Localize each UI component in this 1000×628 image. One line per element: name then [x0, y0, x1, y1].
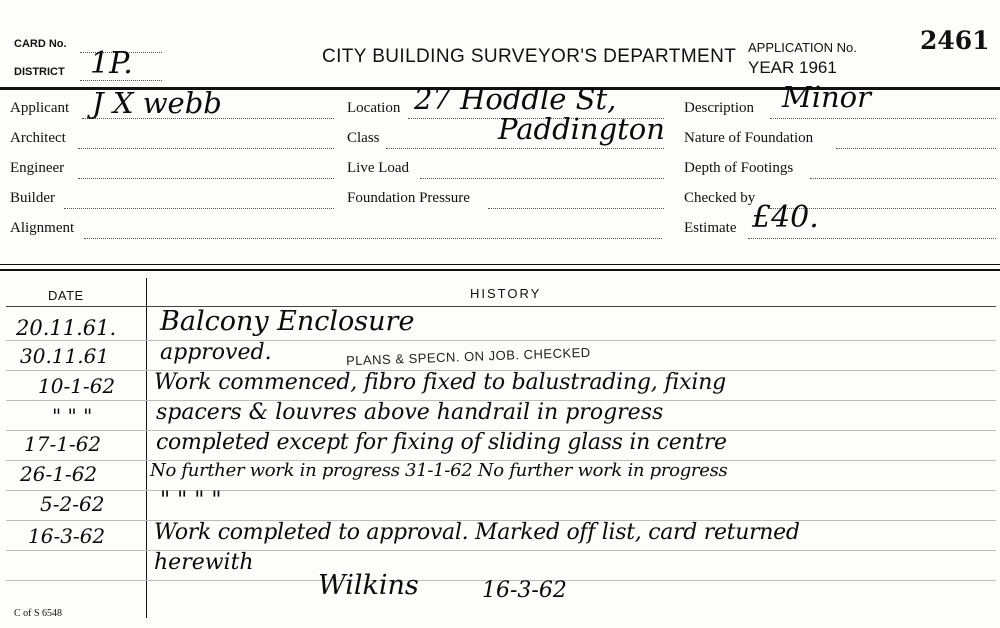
inspector-signature: Wilkins — [318, 570, 419, 601]
location-label: Location — [347, 100, 401, 116]
history-date: 17-1-62 — [24, 432, 102, 456]
history-text: approved. — [160, 340, 272, 365]
district-value: 1P. — [90, 46, 133, 81]
history-header-line — [6, 306, 996, 307]
signature-date: 16-3-62 — [482, 578, 567, 603]
history-date: 20.11.61. — [16, 316, 117, 340]
history-date: 30.11.61 — [20, 344, 110, 368]
description-line — [770, 118, 996, 119]
history-date: 10-1-62 — [38, 374, 116, 398]
nature-of-foundation-line — [836, 148, 996, 149]
description-label: Description — [684, 100, 754, 116]
alignment-label: Alignment — [10, 220, 75, 236]
history-text: " " " " — [160, 488, 222, 513]
applicant-value: J X webb — [92, 86, 222, 120]
depth-of-footings-label: Depth of Footings — [684, 160, 794, 176]
history-date: " " " — [52, 404, 93, 428]
fields-separator — [0, 264, 1000, 265]
estimate-line — [748, 238, 996, 239]
year-label: YEAR 1961 — [748, 58, 837, 77]
description-value: Minor — [782, 80, 871, 114]
history-date: 5-2-62 — [40, 492, 105, 516]
history-text: Work completed to approval. Marked off list, card returned — [154, 520, 800, 545]
district-label: DISTRICT — [14, 66, 65, 78]
history-column-header: HISTORY — [470, 286, 542, 301]
history-text: No further work in progress 31-1-62 No further work in progress — [150, 460, 728, 481]
history-text: spacers & louvres above handrail in progress — [156, 400, 664, 425]
alignment-line — [84, 238, 662, 239]
engineer-label: Engineer — [10, 160, 65, 176]
live-load-label: Live Load — [347, 160, 410, 176]
live-load-line — [420, 178, 664, 179]
plans-checked-stamp: PLANS & SPECN. ON JOB. CHECKED — [345, 344, 591, 369]
department-title: CITY BUILDING SURVEYOR'S DEPARTMENT — [322, 46, 737, 67]
history-text: Work commenced, fibro fixed to balustrading, fixing — [154, 370, 727, 395]
location-value-1: 27 Hoddle St, — [414, 82, 617, 116]
estimate-value: £40. — [752, 200, 819, 235]
fields-separator-2 — [0, 269, 1000, 271]
builder-label: Builder — [10, 190, 55, 206]
foundation-pressure-line — [488, 208, 664, 209]
foundation-pressure-label: Foundation Pressure — [347, 190, 470, 206]
architect-label: Architect — [10, 130, 66, 146]
nature-of-foundation-label: Nature of Foundation — [684, 130, 814, 146]
card-no-label: CARD No. — [14, 38, 67, 50]
checked-by-label: Checked by — [684, 190, 756, 206]
date-column-header: DATE — [48, 288, 84, 303]
engineer-line — [78, 178, 334, 179]
history-rule-6 — [6, 490, 996, 491]
class-line — [386, 148, 664, 149]
location-value-2: Paddington — [498, 112, 665, 146]
class-label: Class — [347, 130, 380, 146]
history-text: Balcony Enclosure — [160, 306, 415, 337]
application-no-label: APPLICATION No. — [748, 40, 857, 55]
estimate-label: Estimate — [684, 220, 737, 236]
history-text: completed except for fixing of sliding glass in centre — [156, 430, 727, 455]
applicant-label: Applicant — [10, 100, 70, 116]
application-no-value: 2461 — [920, 26, 990, 55]
date-column-divider — [146, 278, 147, 618]
builder-line — [64, 208, 334, 209]
history-rule-1 — [6, 340, 996, 341]
history-date: 26-1-62 — [20, 462, 98, 486]
history-date: 16-3-62 — [28, 524, 106, 548]
depth-of-footings-line — [810, 178, 996, 179]
history-text: herewith — [154, 550, 254, 575]
architect-line — [78, 148, 334, 149]
form-code: C of S 6548 — [14, 608, 63, 619]
